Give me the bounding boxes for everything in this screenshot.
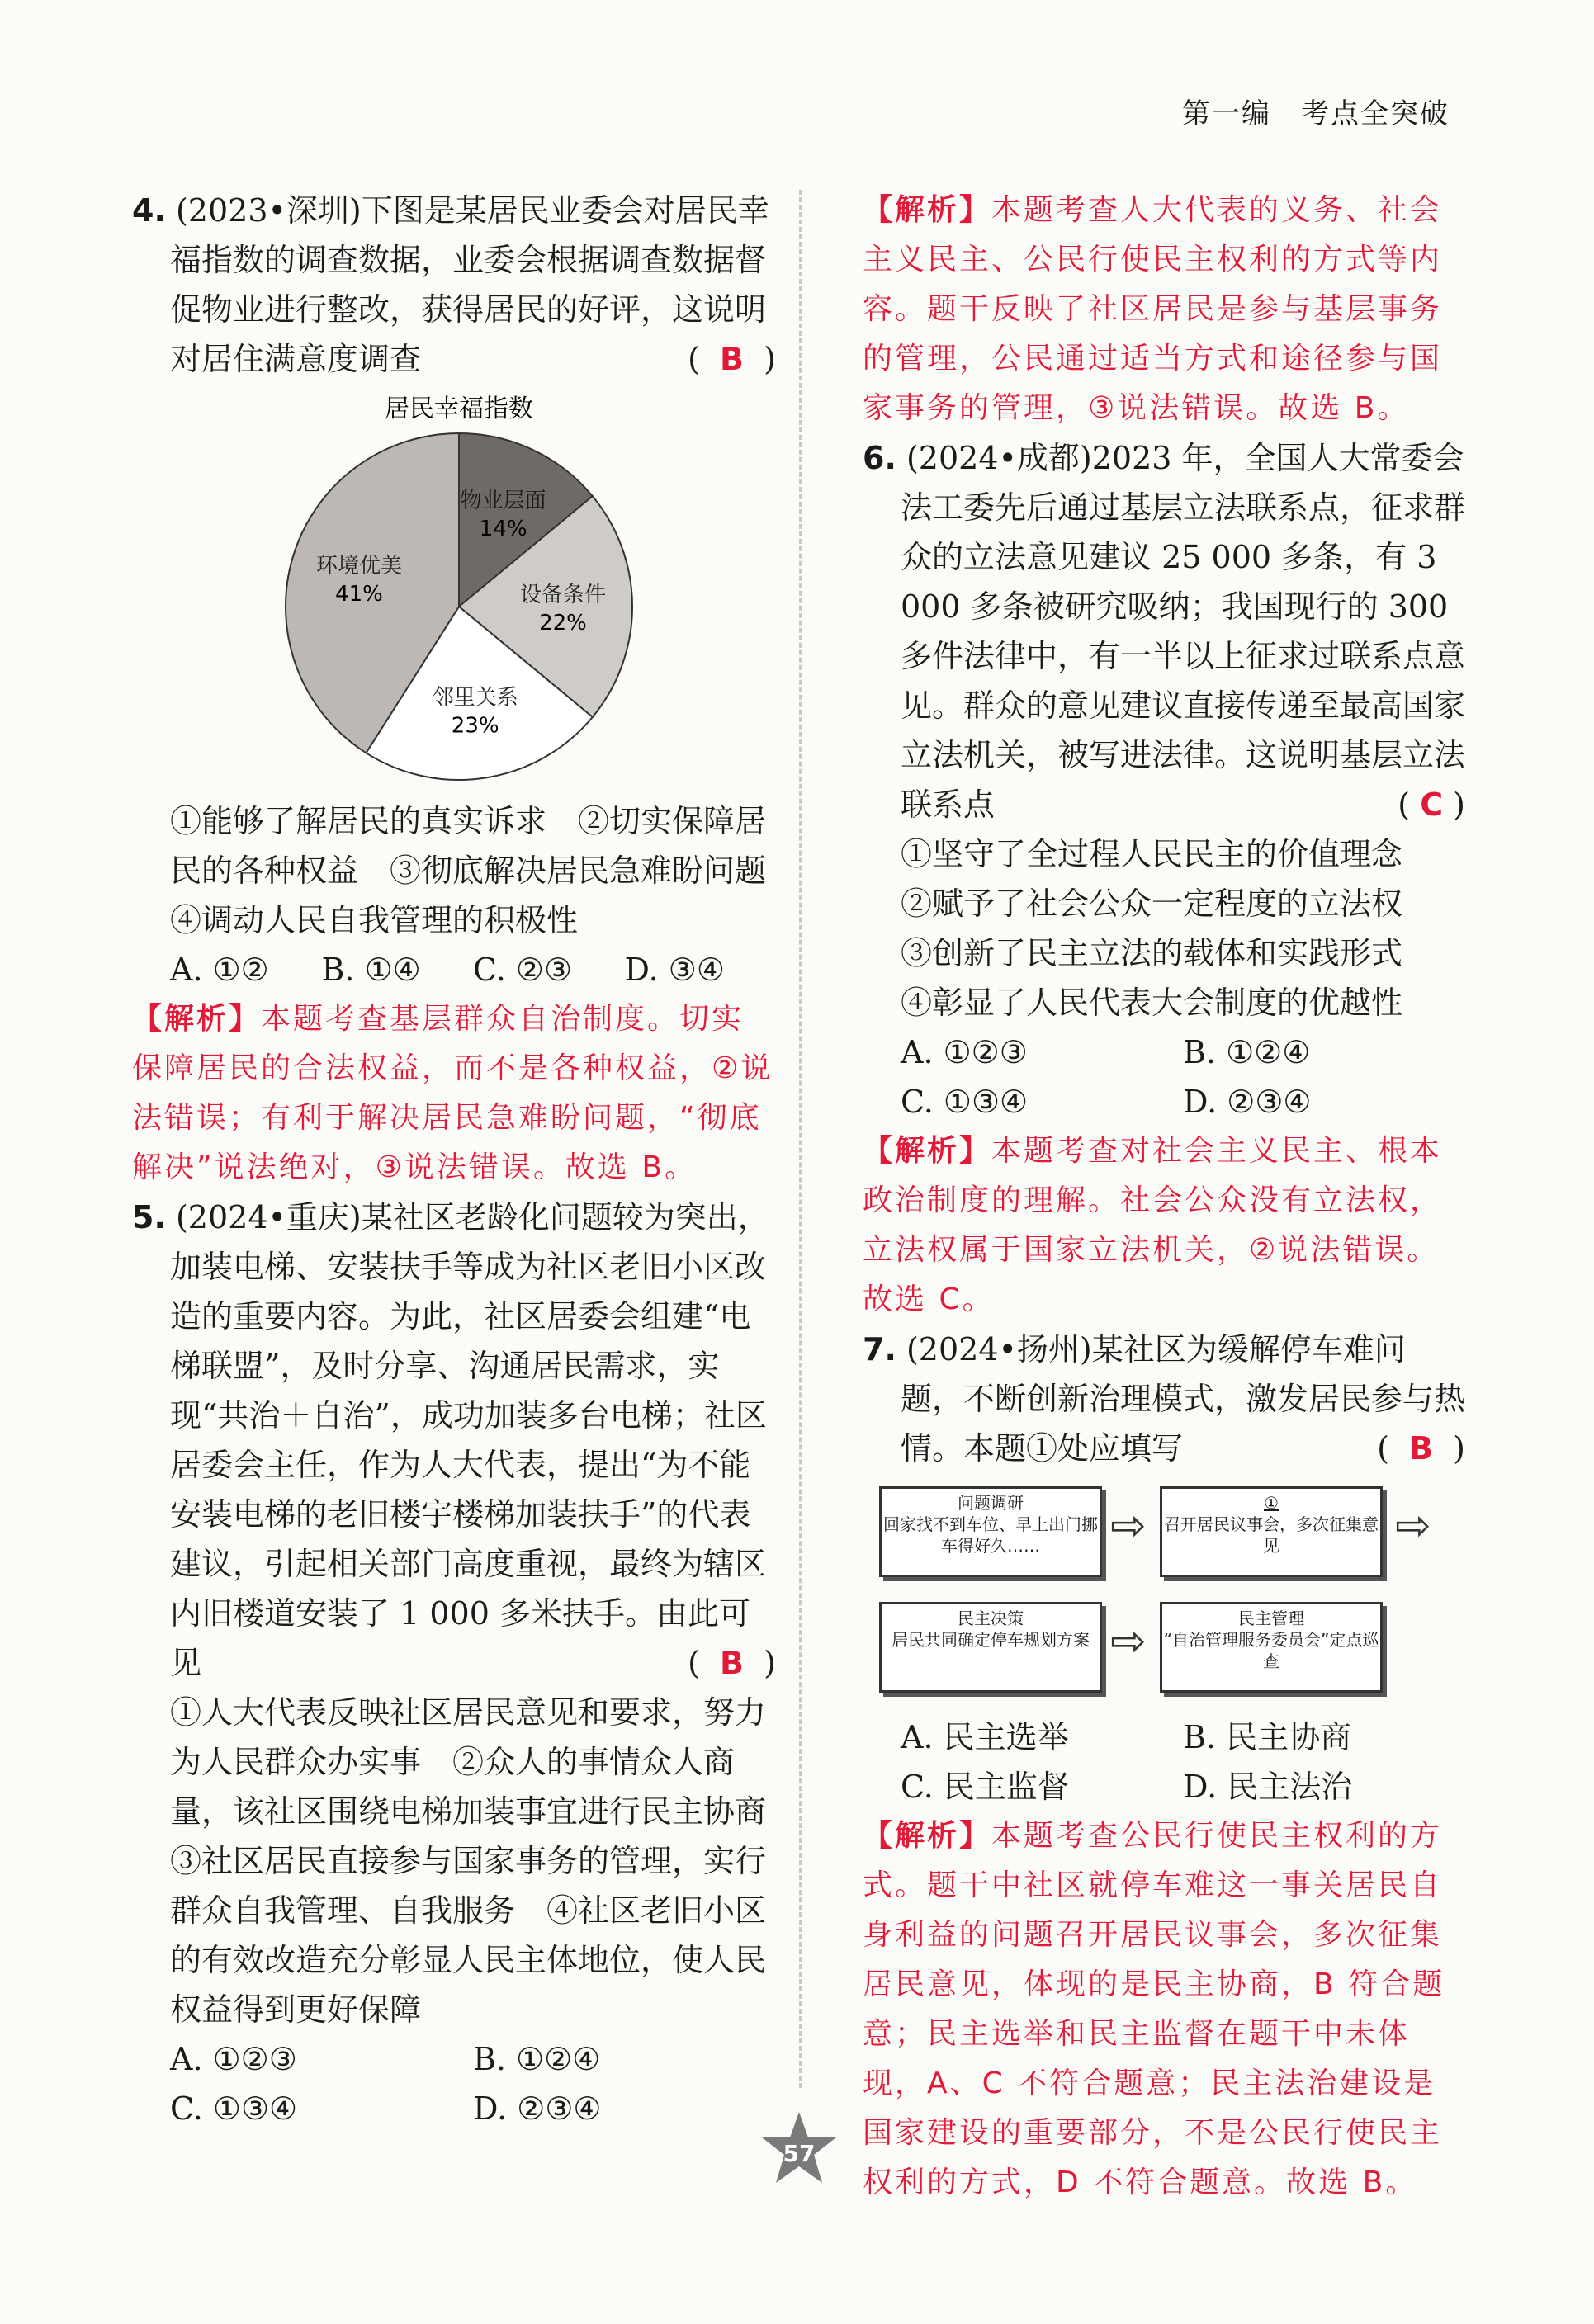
- governance-flowchart: [863, 1478, 1465, 1709]
- happiness-pie-chart: [170, 384, 814, 796]
- q7-option-c: C. 民主监督: [901, 1769, 1069, 1805]
- q7-options: [901, 1712, 1465, 1811]
- q6-option-d: D. ②③④: [1183, 1084, 1312, 1120]
- flow-box-management: [1160, 1602, 1383, 1693]
- q6-statement-2: ②赋予了社会公众一定程度的立法权: [901, 886, 1403, 922]
- flow-box-survey-body: 回家找不到车位、早上出门挪车得好久……: [883, 1514, 1098, 1556]
- q6-statement-1: ①坚守了全过程人民民主的价值理念: [901, 836, 1403, 872]
- question-7: [863, 1325, 1465, 1473]
- q4-analysis: [132, 994, 776, 1193]
- q5-option-c: C. ①③④: [170, 2090, 298, 2127]
- q4-option-d: D. ③④: [624, 952, 725, 988]
- q6-analysis-tag: 【解析】: [863, 1134, 992, 1168]
- flow-arrow-icon: ⇨: [1110, 1501, 1147, 1551]
- flow-arrow-icon: ⇨: [1110, 1617, 1147, 1666]
- q4-stem: (2023•深圳)下图是某居民业委会对居民幸福指数的调查数据，业委会根据调查数据督促物业进行整改，获得居民的好评，这说明对居住满意度调查: [170, 192, 769, 377]
- pie-slice-label: 环境优美: [315, 553, 403, 579]
- q7-answer: B: [1409, 1430, 1434, 1467]
- q4-option-b: B. ①④: [321, 952, 421, 988]
- flow-box-decision: [879, 1602, 1102, 1693]
- q7-analysis-tag: 【解析】: [863, 1819, 992, 1853]
- q4-answer-bracket: ( B ): [688, 341, 776, 377]
- flow-box-survey: [879, 1486, 1102, 1577]
- q4-analysis-text: 本题考查基层群众自治制度。切实保障居民的合法权益，而不是各种权益，②说法错误；有利于解决居民急难盼问题，“彻底解决”说法绝对，③说法错误。故选 B。: [132, 1002, 773, 1184]
- header-title: 考点全突破: [1301, 97, 1450, 130]
- q7-option-b: B. 民主协商: [1183, 1719, 1352, 1755]
- pie-svg: [170, 384, 748, 796]
- q6-analysis: [863, 1127, 1465, 1325]
- flow-box-blank: [1160, 1486, 1383, 1577]
- q4-number: 4.: [132, 192, 166, 229]
- flow-box-blank-title: ①: [1264, 1493, 1279, 1513]
- q5-option-a: A. ①②③: [170, 2041, 297, 2077]
- q6-statement-4: ④彰显了人民代表大会制度的优越性: [901, 985, 1403, 1021]
- q5-analysis-tag: 【解析】: [863, 193, 992, 227]
- flow-box-decision-title: 民主决策: [958, 1608, 1024, 1628]
- pie-slice-value: 23%: [451, 713, 499, 739]
- q4-options: [170, 945, 776, 994]
- q5-answer: B: [720, 1645, 745, 1681]
- q7-number: 7.: [863, 1331, 896, 1367]
- q4-statements: ①能够了解居民的真实诉求 ②切实保障居民的各种权益 ③彻底解决居民急难盼问题 ④调动人民自我管理的积极性: [170, 803, 798, 938]
- q6-option-a: A. ①②③: [901, 1034, 1028, 1070]
- header-part: 第一编: [1182, 97, 1271, 130]
- q7-stem: (2024•扬州)某社区为缓解停车难问题，不断创新治理模式，激发居民参与热情。本题①处应填写: [901, 1331, 1466, 1467]
- q5-option-b: B. ①②④: [473, 2041, 601, 2077]
- q7-analysis: [863, 1811, 1465, 2208]
- question-6: [863, 433, 1465, 1127]
- q6-analysis-text: 本题考查对社会主义民主、根本政治制度的理解。社会公众没有立法权，立法权属于国家立法机关，②说法错误。故选 C。: [863, 1134, 1443, 1316]
- q5-answer-bracket: ( B ): [688, 1645, 776, 1681]
- flow-arrow-icon: ⇨: [1395, 1501, 1431, 1551]
- right-column: [863, 186, 1465, 2208]
- q7-options-wrap: [863, 1712, 1465, 1811]
- page-number: 57: [783, 2140, 816, 2167]
- q7-option-a: A. 民主选举: [901, 1719, 1069, 1755]
- pie-slice-label: 邻里关系: [432, 685, 518, 711]
- flow-box-management-title: 民主管理: [1238, 1608, 1304, 1628]
- q6-options: [901, 1027, 1465, 1127]
- q7-answer-bracket: ( B ): [1377, 1430, 1465, 1467]
- flow-box-blank-body: 召开居民议事会，多次征集意见: [1164, 1514, 1379, 1556]
- question-4: [132, 186, 798, 994]
- q6-option-c: C. ①③④: [901, 1084, 1029, 1120]
- chart-title: 居民幸福指数: [385, 394, 533, 423]
- q6-answer-bracket: ( C ): [1398, 786, 1465, 823]
- q5-statements: ①人大代表反映社区居民意见和要求，努力为人民群众办实事 ②众人的事情众人商量，该社区围绕电梯加装事宜进行民主协商 ③社区居民直接参与国家事务的管理，实行群众自我管理、自我服务 ④社区老旧小区的有效改造充分彰显人民主体地位，使人民权益得到更好保障: [170, 1694, 798, 2028]
- q4-option-c: C. ②③: [473, 952, 573, 988]
- flow-box-management-body: “自治管理服务委员会”定点巡查: [1163, 1630, 1379, 1671]
- pie-slice-value: 14%: [479, 516, 527, 541]
- question-5: [132, 1193, 798, 2133]
- q5-number: 5.: [132, 1199, 166, 1235]
- q6-option-b: B. ①②④: [1183, 1034, 1311, 1070]
- q5-analysis-text: 本题考查人大代表的义务、社会主义民主、公民行使民主权利的方式等内容。题干反映了社区居民是参与基层事务的管理，公民通过适当方式和途径参与国家事务的管理，③说法错误。故选 B。: [863, 193, 1443, 425]
- q6-answer: C: [1420, 786, 1444, 823]
- q6-number: 6.: [863, 440, 896, 476]
- q4-answer: B: [720, 341, 745, 377]
- pie-slice-label: 物业层面: [460, 488, 546, 513]
- star-icon: [758, 2109, 840, 2191]
- page-header: [1182, 91, 1450, 131]
- flow-box-survey-title: 问题调研: [958, 1493, 1024, 1513]
- pie-slice-value: 22%: [539, 611, 587, 635]
- q6-stem: (2024•成都)2023 年，全国人大常委会法工委先后通过基层立法联系点，征求群众的立法意见建议 25 000 多条，有 3 000 多条被研究吸纳；我国现行的 300 多件法律中，有一半以上征求过联系点意见。群众的意见建议直接传递至最高国家立法机关，被写进法律。这说明基层立法联系点: [901, 440, 1466, 823]
- q5-stem: (2024•重庆)某社区老龄化问题较为突出，加装电梯、安装扶手等成为社区老旧小区改造的重要内容。为此，社区居委会组建“电梯联盟”，及时分享、沟通居民需求，实现“共治＋自治”，成功加装多台电梯；社区居委会主任，作为人大代表，提出“为不能安装电梯的老旧楼宇楼梯加装扶手”的代表建议，引起相关部门高度重视，最终为辖区内旧楼道安装了 1 000 多米扶手。由此可见: [170, 1199, 769, 1681]
- q5-option-d: D. ②③④: [473, 2090, 602, 2127]
- q6-statement-3: ③创新了民主立法的载体和实践形式: [901, 935, 1403, 971]
- q5-analysis: [863, 186, 1465, 433]
- page-number-badge: [758, 2109, 840, 2191]
- q7-option-d: D. 民主法治: [1183, 1769, 1353, 1805]
- q5-options: [170, 2034, 776, 2133]
- q4-analysis-tag: 【解析】: [132, 1002, 262, 1036]
- q4-option-a: A. ①②: [170, 952, 269, 988]
- pie-slice-label: 设备条件: [519, 583, 607, 607]
- q7-analysis-text: 本题考查公民行使民主权利的方式。题干中社区就停车难这一事关居民自身利益的问题召开居民议事会，多次征集居民意见，体现的是民主协商，B 符合题意；民主选举和民主监督在题干中未体现，A、C 不符合题意；民主法治建设是国家建设的重要部分，不是公民行使民主权利的方式，D 不符合题意。故选 B。: [863, 1819, 1445, 2199]
- left-column: [132, 186, 798, 2133]
- pie-slice-value: 41%: [335, 581, 383, 607]
- flow-box-decision-body: 居民共同确定停车规划方案: [892, 1630, 1090, 1650]
